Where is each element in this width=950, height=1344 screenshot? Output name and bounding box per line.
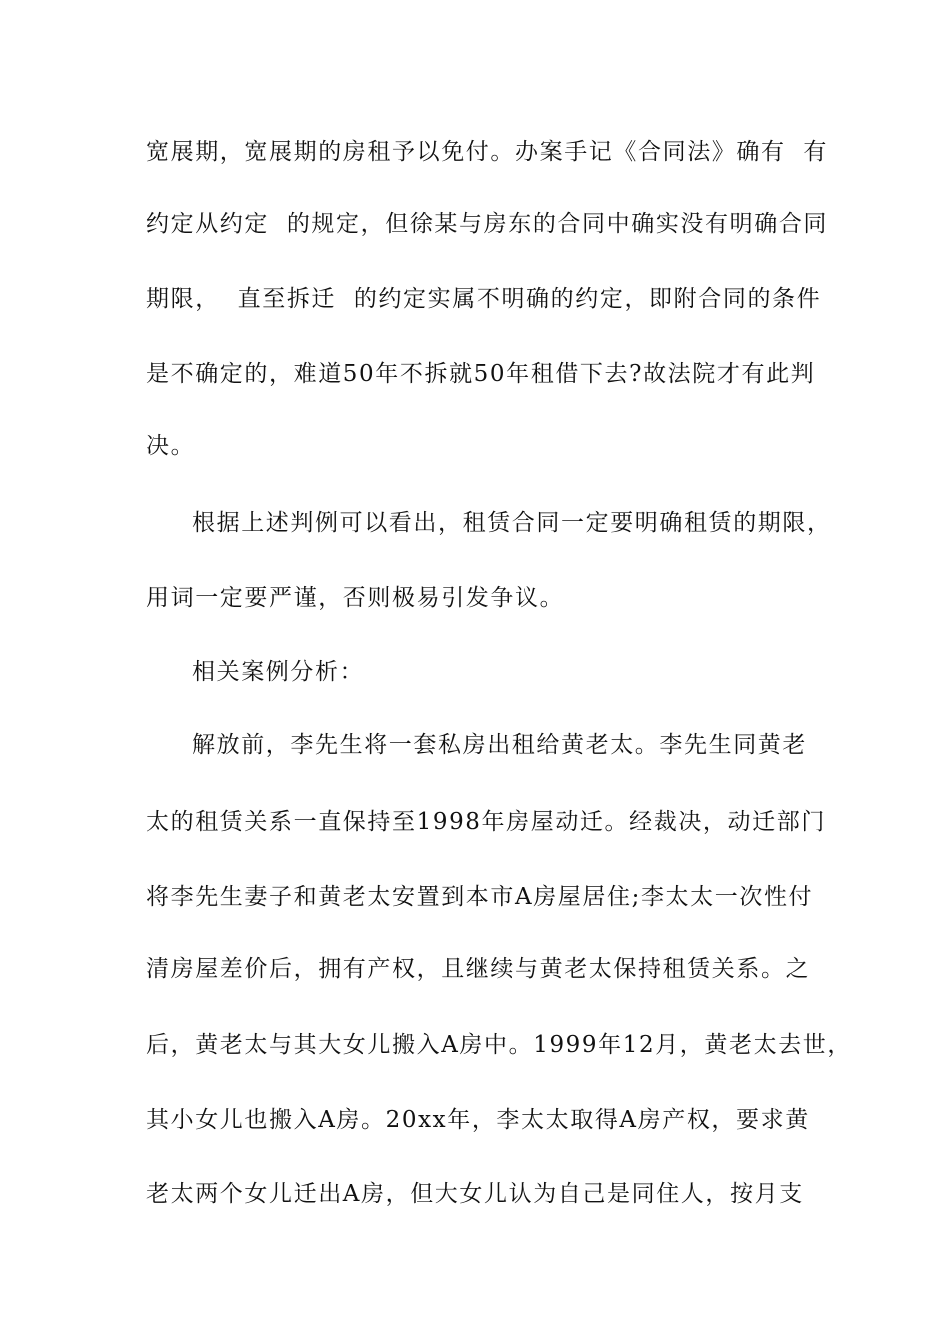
text-line-4: 是不确定的，难道50年不拆就50年租借下去?故法院才有此判 (146, 361, 816, 387)
paragraph-line-9: 解放前，李先生将一套私房出租给黄老太。李先生同黄老 (192, 732, 807, 758)
section-heading: 相关案例分析： (192, 659, 365, 685)
text-line-2: 约定从约定 的规定，但徐某与房东的合同中确实没有明确合同 (146, 211, 829, 237)
text-line-3: 期限， 直至拆迁 的约定实属不明确的约定，即附合同的条件 (146, 286, 822, 312)
text-line-12: 清房屋差价后，拥有产权，且继续与黄老太保持租赁关系。之 (146, 956, 811, 982)
text-line-1: 宽展期，宽展期的房租予以免付。办案手记《合同法》确有 有 (146, 139, 829, 165)
text-line-5: 决。 (146, 433, 196, 459)
text-line-14: 其小女儿也搬入A房。20xx年，李太太取得A房产权，要求黄 (146, 1107, 810, 1133)
text-line-15: 老太两个女儿迁出A房，但大女儿认为自己是同住人，按月支 (146, 1181, 804, 1207)
text-line-11: 将李先生妻子和黄老太安置到本市A房屋居住;李太太一次性付 (146, 884, 814, 910)
text-line-10: 太的租赁关系一直保持至1998年房屋动迁。经裁决，动迁部门 (146, 809, 826, 835)
text-line-13: 后，黄老太与其大女儿搬入A房中。1999年12月，黄老太去世， (146, 1032, 853, 1058)
paragraph-line-6: 根据上述判例可以看出，租赁合同一定要明确租赁的期限， (192, 510, 832, 536)
text-line-7: 用词一定要严谨，否则极易引发争议。 (146, 585, 565, 611)
